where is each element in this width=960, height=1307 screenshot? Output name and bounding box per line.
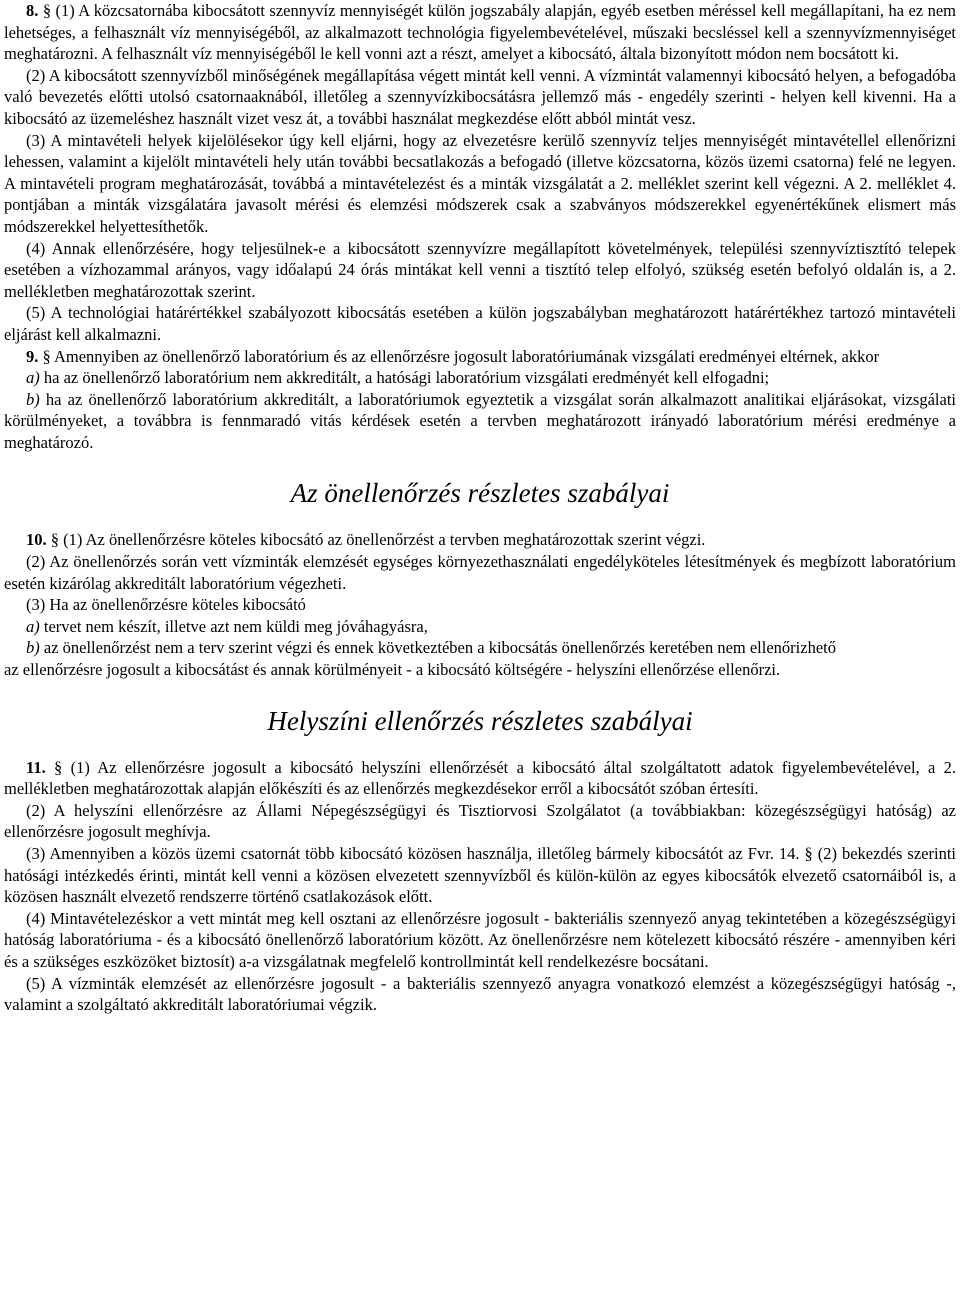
section-11-text-1: § (1) Az ellenőrzésre jogosult a kibocsátó helyszíni ellenőrzését a kibocsátó által szolgáltatott adatok figyelembevételével, a 2. mellékletben meghatározottak alapján előkészíti és az ellenőrzés megkezdésekor erről a kibocsátót szóban értesíti. [4, 757, 957, 799]
section-8-text-1: § (1) A közcsatornába kibocsátott szennyvíz mennyiségét külön jogszabály alapján, egyéb esetben méréssel kell megállapítani, ha ez nem lehetséges, a felhasznált víz mennyiségéből, az alkalmazott technológia figyelembevételével, műszaki becsléssel kell a szennyvízmennyiséget meghatározni. A felhasznált víz mennyiségéből le kell vonni azt a részt, amelyet a kibocsátó, általa bizonyított módon nem bocsátott ki. [4, 1, 957, 64]
section-8-para-3: (3) A mintavételi helyek kijelölésekor úgy kell eljárni, hogy az elvezetésre kerülő szennyvíz teljes mennyiségét mintavétellel ellenőrizni lehessen, valamint a kijelölt mintavételi hely után további becsatlakozás a befogadó (illetve közcsatorna, közös üzemi csatorna) felé ne legyen. A mintavételi program meghatározását, továbbá a mintavételezést és a minták vizsgálatát a 2. melléklet szerint kell végezni. A 2. melléklet 4. pontjában a minták vizsgálatára javasolt mérési és elemzési módszerek csak a szabványos módszerekkel egyenértékűnek elismert más módszerekkel helyettesíthetők. [4, 130, 956, 236]
heading-onsite-inspection: Helyszíni ellenőrzés részletes szabályai [267, 705, 693, 736]
section-10-point-a-text: tervet nem készít, illetve azt nem küldi meg jóváhagyásra, [39, 616, 428, 636]
section-9-point-b-text: ha az önellenőrző laboratórium akkreditált, a laboratóriumok egyeztetik a vizsgálat során alkalmazott analitikai eljárásokat, vizsgálati körülményeket, a továbbra is fennmaradó vitás kérdések esetén a tervben meghatározott irányadó laboratórium mérési eredménye a meghatározó. [4, 389, 956, 452]
section-9-point-a-text: ha az önellenőrző laboratórium nem akkreditált, a hatósági laboratórium vizsgálati eredményét kell elfogadni; [39, 368, 770, 388]
section-10-point-b-label: b) [26, 638, 40, 658]
section-10-text-1: § (1) Az önellenőrzésre köteles kibocsátó az önellenőrzést a tervben meghatározottak szerint végzi. [50, 530, 706, 550]
section-11-para-4: (4) Mintavételezéskor a vett mintát meg kell osztani az ellenőrzésre jogosult - bakteriális szennyező anyag tekintetében a közegészségügyi hatóság laboratóriuma - és a kibocsátó önellenőrző laboratórium között. Az önellenőrzésre nem kötelezett kibocsátó részére - amennyiben kéri és a szükséges eszközöket biztosít) a-a vizsgálatnak megfelelő kontrollmintát kell rendelkezésre bocsátani. [4, 908, 956, 971]
section-8-para-2: (2) A kibocsátott szennyvízből minőségének megállapítása végett mintát kell venni. A vízmintát valamennyi kibocsátó helyen, a befogadóba való bevezetés előtti utolsó csatornaaknából, illetőleg a szennyvízkibocsátásra jellemző más - engedély szerinti - helyen kell kivenni. Ha a kibocsátó az üzemeléshez használt vizet vesz át, a további használat megkezdése előtt abból mintát vesz. [4, 65, 956, 128]
section-8-para-1 [4, 0, 956, 65]
section-11-para-2: (2) A helyszíni ellenőrzésre az Állami Népegészségügyi és Tisztiorvosi Szolgálatot (a továbbiakban: közegészségügyi hatóság) az ellenőrzésre jogosult meghívja. [4, 800, 956, 842]
section-8-para-5: (5) A technológiai határértékkel szabályozott kibocsátás esetében a külön jogszabályban meghatározott határértékhez tartozó mintavételi eljárást kell alkalmazni. [4, 303, 956, 344]
section-10-number: 10. [26, 530, 47, 550]
section-11-para-5: (5) A vízminták elemzését az ellenőrzésre jogosult - a bakteriális szennyező anyagra vonatkozó elemzést a közegészségügyi hatóság -, valamint a szolgáltató akkreditált laboratóriumai végzik. [4, 973, 956, 1015]
section-10-tail: az ellenőrzésre jogosult a kibocsátást és annak körülményeit - a kibocsátó költségére - helyszíni ellenőrzése ellenőrzi. [4, 660, 781, 680]
section-10-para-2: (2) Az önellenőrzés során vett vízminták elemzését egységes környezethasználati engedélyköteles létesítmények és megbízott laboratórium esetén kizárólag akkreditált laboratórium végezheti. [4, 552, 956, 593]
section-9-point-b [4, 389, 956, 454]
section-11-para-1 [4, 757, 956, 800]
section-10-point-a-label: a) [26, 616, 40, 636]
section-9-point-b-label: b) [26, 389, 40, 409]
section-8-para-4: (4) Annak ellenőrzésére, hogy teljesülnek-e a kibocsátott szennyvízre megállapított követelmények, települési szennyvíztisztító telepek esetében a vízhozammal arányos, vagy időalapú 24 órás mintákat kell venni a tisztító telep elfolyó, szükség esetén befolyó oldalán is, a 2. mellékletben meghatározottak szerint. [4, 238, 956, 301]
section-8-number: 8. [26, 1, 39, 20]
section-9-para-1 [4, 346, 956, 368]
section-11-para-3: (3) Amennyiben a közös üzemi csatornát több kibocsátó közösen használja, illetőleg bármely kibocsátót az Fvr. 14. § (2) bekezdés szerinti hatósági intézkedés érinti, mintát kell venni a közösen elvezetett szennyvízből és külön-külön az egyes kibocsátók elvezető csatornáiból is, a közösen használt elvezető rendszerre történő csatlakozások előtt. [4, 844, 956, 907]
heading-self-monitoring: Az önellenőrzés részletes szabályai [290, 478, 670, 509]
section-11-number: 11. [26, 757, 46, 777]
section-9-point-a-label: a) [26, 368, 40, 388]
section-9-text-1: § Amennyiben az önellenőrző laboratórium és az ellenőrzésre jogosult laboratóriumának vizsgálati eredményei eltérnek, akkor [42, 346, 880, 366]
section-10-para-3: (3) Ha az önellenőrzésre köteles kibocsátó [26, 595, 306, 615]
section-9-point-a [4, 367, 956, 389]
section-10-point-a [4, 616, 956, 638]
section-10-point-b [4, 637, 956, 659]
section-10-para-1 [4, 529, 956, 551]
section-9-number: 9. [26, 346, 39, 366]
section-10-point-b-text: az önellenőrzést nem a terv szerint végzi és ennek következtében a kibocsátás önellenőrzés keretében nem ellenőrizhető [39, 638, 836, 658]
